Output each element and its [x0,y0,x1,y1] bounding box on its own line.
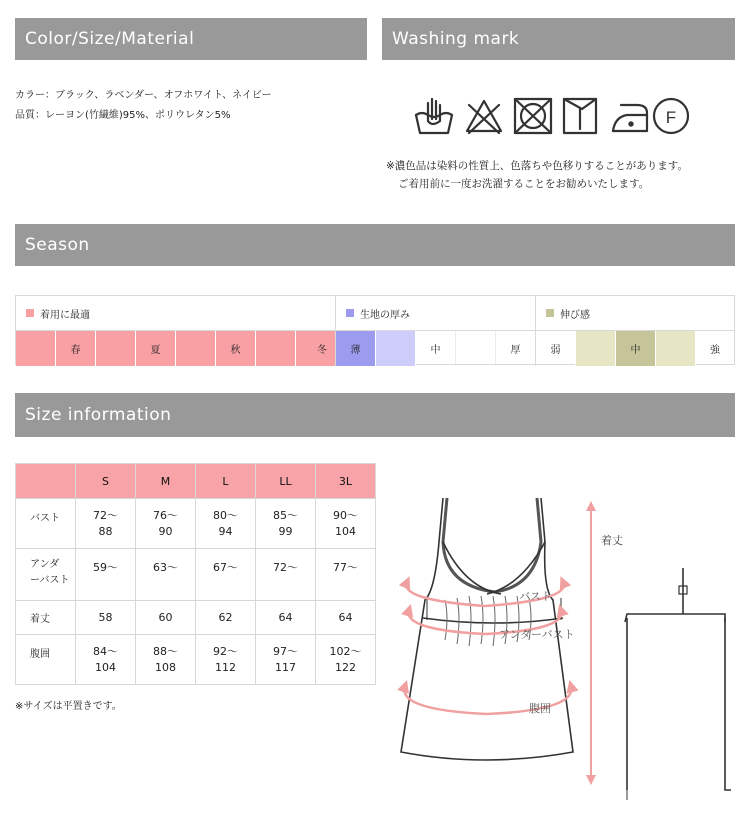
value-line: 108 [155,660,176,674]
size-corner-cell [16,464,76,499]
table-row [16,635,376,685]
underbust-label: アンダーバスト [499,628,575,641]
label-line: アンダ [30,559,60,570]
weak-label: 弱 [550,345,561,356]
table-cell [196,635,256,685]
spring-cell [56,331,96,366]
washing-header [382,18,735,60]
table-cell [196,499,256,549]
length-label: 着丈 [601,534,623,547]
value-line: 92～ [213,644,238,658]
wear-cell [256,331,296,366]
dry-clean-letter: F [665,108,677,127]
value-line: 88 [98,524,113,538]
table-cell [316,499,376,549]
table-cell [316,635,376,685]
strong-cell [696,331,734,366]
value-line: 104 [95,660,116,674]
thin-cell [336,331,376,366]
summer-cell [136,331,176,366]
season-header-text: Season [25,235,90,255]
value-line: 117 [275,660,296,674]
table-cell: 59～ [76,549,136,601]
weak-cell [536,331,576,366]
waist-label: 腹囲 [529,702,551,715]
table-cell [136,499,196,549]
thickness-mid-label: 中 [430,345,441,356]
size-header-text: Size information [25,405,172,425]
table-cell: 60 [136,601,196,635]
wear-cell [176,331,216,366]
stretch-light-cell [656,331,696,366]
table-cell: 62 [196,601,256,635]
wear-cell [16,331,56,366]
value-line: 85～ [273,508,298,522]
table-cell [256,499,316,549]
table-cell: 72～ [256,549,316,601]
value-line: 112 [215,660,236,674]
value-line: 84～ [93,644,118,658]
table-cell: 64 [316,601,376,635]
no-bleach-icon [467,101,501,133]
table-cell: 67～ [196,549,256,601]
legend-thickness-text: 生地の厚み [360,309,410,321]
value-line: 72～ [93,508,118,522]
value-line: 99 [278,524,293,538]
stretch-mid-cell [616,331,656,366]
no-tumble-dry-icon [515,99,551,133]
size-note: ※サイズは平置きです。 [15,701,122,712]
value-line: 76～ [153,508,178,522]
thin-label: 薄 [350,345,361,356]
washing-header-text: Washing mark [392,29,520,49]
size-header-row [16,464,376,499]
size-col-m: M [136,464,196,499]
value-line: 90～ [333,508,358,522]
table-cell [136,635,196,685]
row-label-waist: 腹囲 [16,635,76,685]
winter-label: 冬 [317,345,327,356]
row-label-bust: バスト [16,499,76,549]
table-cell [76,499,136,549]
value-line: 97～ [273,644,298,658]
washing-note [386,157,688,193]
strong-label: 強 [710,345,720,356]
table-cell: 63～ [136,549,196,601]
table-cell [256,635,316,685]
stretch-swatch [546,309,554,317]
color-line: カラー：ブラック、ラベンダー、オフホワイト、ネイビー [15,90,272,101]
season-value-row [16,331,734,365]
autumn-label: 秋 [230,345,241,356]
size-table [15,463,376,685]
table-cell: 77～ [316,549,376,601]
table-cell [76,635,136,685]
material-header-text: Color/Size/Material [25,29,195,49]
size-col-3l: 3L [316,464,376,499]
table-row [16,601,376,635]
stretch-mid-label: 中 [630,345,641,356]
thick-label: 厚 [510,345,521,356]
legend-stretch [536,296,734,330]
stretch-light-cell [576,331,616,366]
thickness-light-cell [376,331,416,366]
material-header [15,18,367,60]
value-line: 94 [218,524,233,538]
thick-cell [496,331,536,366]
iron-low-icon [613,105,647,131]
season-table [15,295,735,365]
value-line: 88～ [153,644,178,658]
row-label-underbust [16,549,76,601]
washing-note-1: ※濃色品は染料の性質上、色落ちや色移りすることがあります。 [386,160,688,172]
thickness-swatch [346,309,354,317]
value-line: 80～ [213,508,238,522]
legend-wear [16,296,336,330]
hand-wash-icon [416,99,452,133]
value-line: 102～ [329,644,362,658]
value-line: 104 [335,524,356,538]
size-col-l: L [196,464,256,499]
size-col-ll: LL [256,464,316,499]
row-label-length: 着丈 [16,601,76,635]
autumn-cell [216,331,256,366]
summer-label: 夏 [150,345,161,356]
legend-thickness [336,296,536,330]
season-legend-row [16,296,734,331]
quality-line: 品質：レーヨン(竹繊維)95%、ポリウレタン5% [15,110,231,121]
label-line: ーバスト [30,575,70,586]
table-cell: 64 [256,601,316,635]
winter-cell [296,331,336,366]
season-header [15,224,735,266]
thickness-empty-cell [456,331,496,366]
garment-diagram [395,490,735,810]
legend-stretch-text: 伸び感 [560,309,590,321]
wear-swatch [26,309,34,317]
table-row [16,549,376,601]
table-cell: 58 [76,601,136,635]
material-info [15,86,272,126]
spring-label: 春 [70,345,81,356]
washing-note-2: ご着用前に一度お洗濯することをお勧めいたします。 [398,178,650,190]
bust-label: バスト [519,590,552,603]
washing-icons [410,95,695,140]
thickness-mid-cell [416,331,456,366]
size-col-s: S [76,464,136,499]
size-header [15,393,735,437]
value-line: 122 [335,660,356,674]
legend-wear-text: 着用に最適 [40,309,90,321]
line-dry-icon [564,99,596,133]
camisole-side [625,568,731,800]
wear-cell [96,331,136,366]
table-row [16,499,376,549]
value-line: 90 [158,524,173,538]
